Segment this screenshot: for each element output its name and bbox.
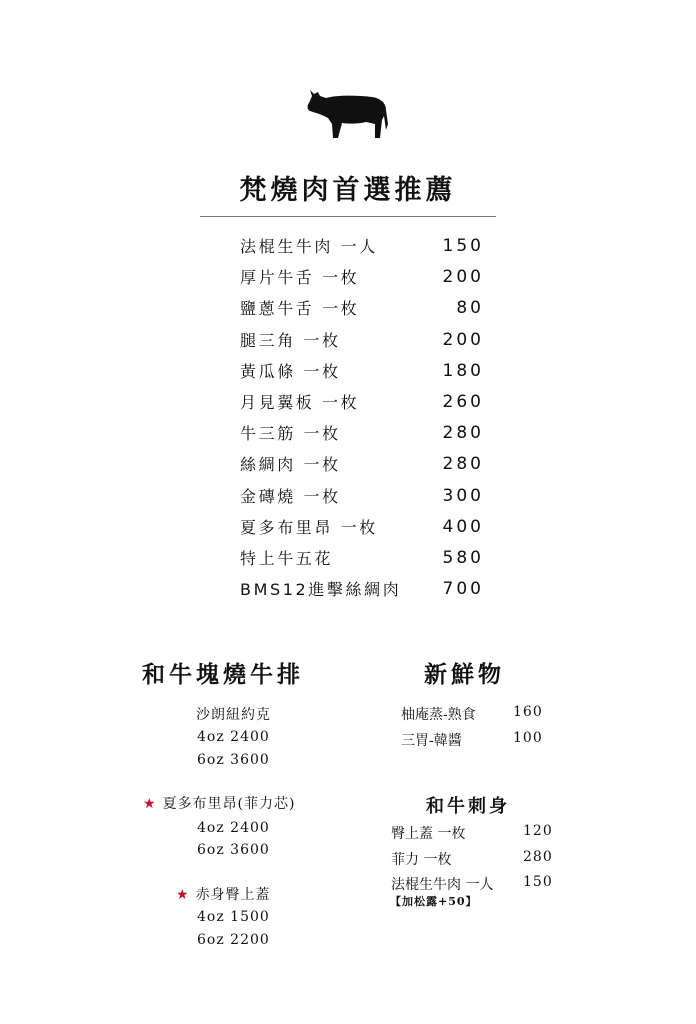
menu-item — [240, 356, 490, 387]
menu-item — [240, 449, 490, 480]
item-name: 臀上蓋 一枚 — [391, 826, 466, 842]
wagyu-option: 4oz 2400 — [197, 820, 270, 836]
item-name: 絲綢肉 一枚 — [240, 455, 341, 475]
item-price: 80 — [456, 298, 484, 319]
sashimi-list — [391, 823, 556, 900]
item-price: 260 — [442, 391, 484, 412]
item-price: 300 — [442, 485, 484, 506]
item-price: 120 — [523, 823, 553, 839]
item-price: 280 — [442, 423, 484, 444]
item-price: 400 — [442, 516, 484, 537]
sashimi-item — [391, 823, 556, 849]
sashimi-section-title: 和牛刺身 — [426, 796, 510, 817]
wagyu-group-header — [176, 884, 271, 906]
wagyu-option: 6oz 3600 — [197, 752, 270, 768]
cow-logo-icon — [306, 86, 390, 142]
menu-item — [240, 325, 490, 356]
item-name: 金磚燒 一枚 — [240, 486, 341, 506]
signature-menu-list — [240, 231, 490, 605]
fresh-list — [401, 704, 551, 755]
item-name: 腿三角 一枚 — [240, 330, 341, 350]
title-divider — [200, 216, 496, 217]
item-price: 580 — [442, 547, 484, 568]
menu-item — [240, 293, 490, 324]
item-name: 三胃-韓醬 — [401, 732, 462, 749]
item-name: BMS12進擊絲綢肉 — [240, 580, 402, 600]
item-price: 180 — [442, 360, 484, 381]
item-price: 280 — [523, 848, 553, 865]
item-name: 月見翼板 一枚 — [240, 392, 360, 412]
item-name: 法棍生牛肉 一人 — [391, 877, 494, 893]
page-title: 梵燒肉首選推薦 — [239, 175, 457, 206]
item-name: 菲力 一枚 — [391, 851, 452, 868]
item-price: 160 — [513, 704, 543, 720]
item-name: 鹽蔥牛舌 一枚 — [240, 299, 360, 319]
wagyu-option: 6oz 3600 — [197, 842, 270, 858]
wagyu-group-name: 沙朗紐約克 — [196, 707, 271, 723]
item-price: 700 — [442, 579, 484, 600]
menu-item — [240, 387, 490, 418]
menu-item — [240, 231, 490, 262]
fresh-item — [401, 704, 551, 730]
item-name: 特上牛五花 — [240, 548, 334, 568]
star-icon: ★ — [176, 887, 190, 903]
fresh-item — [401, 730, 551, 756]
item-price: 100 — [513, 729, 543, 746]
item-name: 柚庵蒸-熟食 — [401, 707, 476, 723]
item-name: 黃瓜條 一枚 — [240, 361, 341, 381]
wagyu-group-name: 夏多布里昂(菲力芯) — [162, 796, 296, 812]
menu-item — [240, 543, 490, 574]
menu-item — [240, 481, 490, 512]
item-name: 厚片牛舌 一枚 — [240, 268, 360, 288]
wagyu-option: 4oz 2400 — [197, 729, 270, 745]
item-price: 150 — [523, 874, 553, 890]
sashimi-item — [391, 849, 556, 875]
menu-item — [240, 262, 490, 293]
wagyu-group-name: 赤身臀上蓋 — [195, 887, 271, 903]
wagyu-group-header — [143, 793, 296, 815]
wagyu-option: 6oz 2200 — [197, 932, 270, 948]
fresh-section-title: 新鮮物 — [424, 661, 505, 688]
menu-item — [240, 574, 490, 605]
item-price: 200 — [442, 267, 484, 288]
wagyu-section-title: 和牛塊燒牛排 — [142, 661, 304, 688]
item-name: 夏多布里昂 一枚 — [240, 517, 378, 537]
star-icon: ★ — [143, 796, 157, 812]
menu-item — [240, 512, 490, 543]
item-price: 200 — [442, 329, 484, 350]
item-price: 280 — [442, 454, 484, 475]
item-name: 牛三筋 一枚 — [240, 424, 341, 444]
wagyu-option: 4oz 1500 — [197, 909, 270, 925]
menu-item — [240, 418, 490, 449]
truffle-addon-note: 【加松露+50】 — [390, 895, 478, 908]
item-name: 法棍生牛肉 一人 — [240, 237, 378, 256]
item-price: 150 — [442, 236, 484, 256]
